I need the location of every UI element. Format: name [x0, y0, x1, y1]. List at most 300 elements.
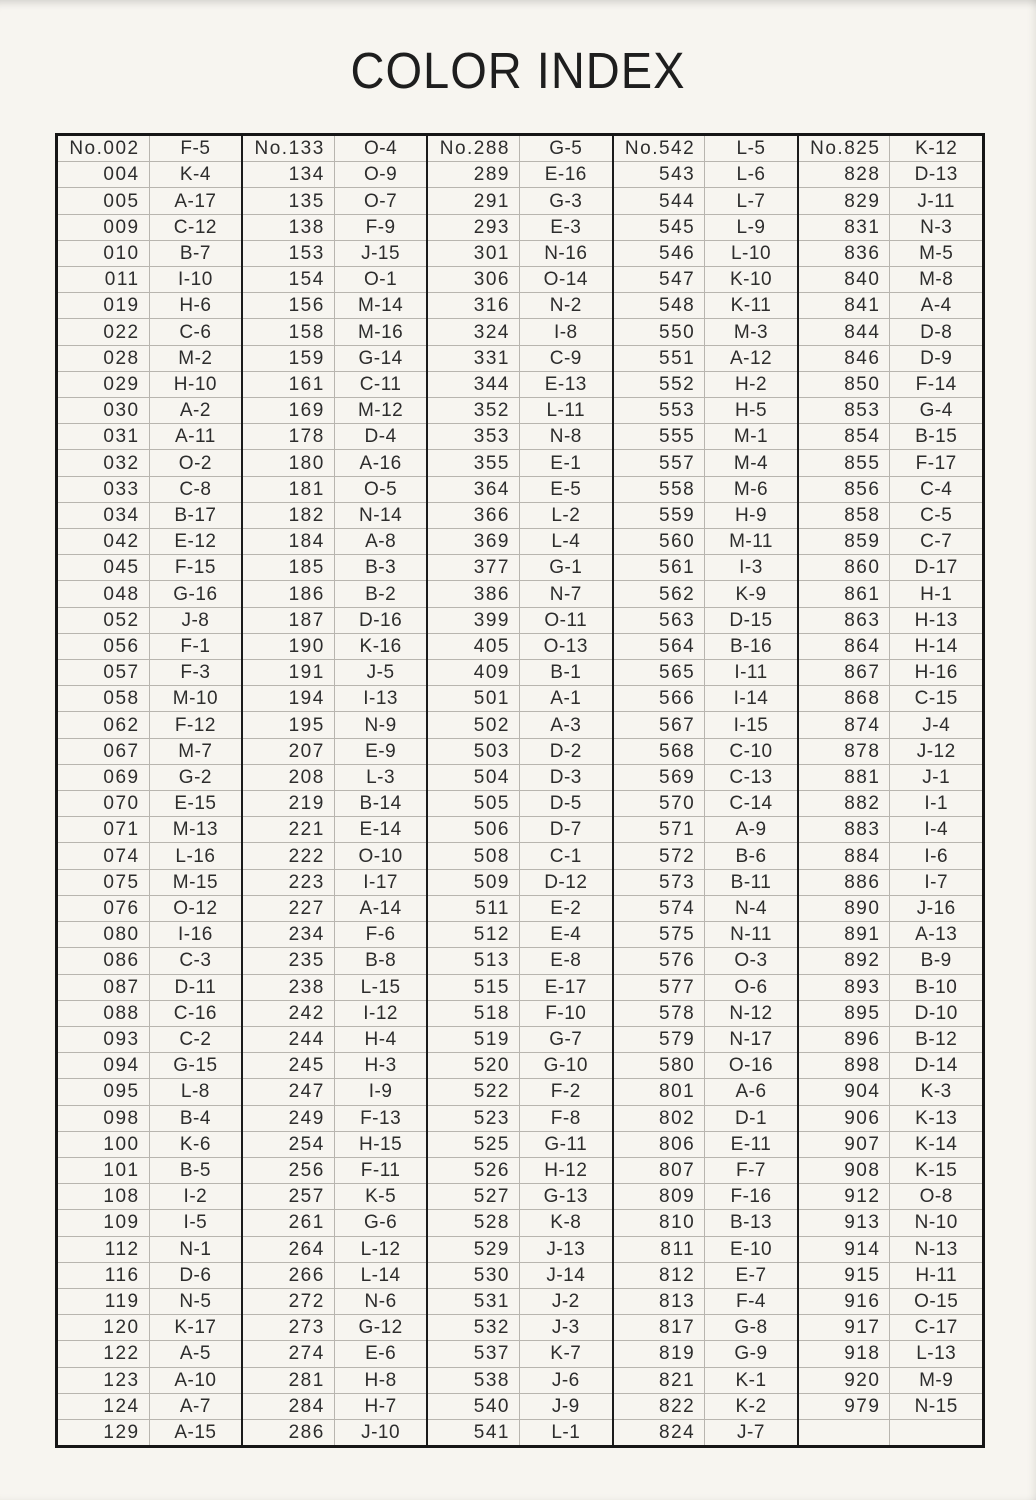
table-row	[243, 1315, 426, 1341]
table-row	[799, 896, 982, 922]
table-row	[428, 503, 611, 529]
color-index-table	[55, 133, 985, 1448]
cell-grid-code: F-1	[180, 635, 211, 657]
cell-number: 840	[799, 267, 891, 292]
cell-number: 070	[58, 791, 150, 816]
cell-grid-code: N-8	[549, 426, 582, 448]
cell-grid-code: G-11	[544, 1133, 588, 1155]
cell-grid-code: D-15	[729, 609, 773, 631]
cell-grid-code: F-10	[545, 1002, 587, 1024]
cell-number: 527	[428, 1184, 520, 1209]
cell-number: 854	[799, 424, 891, 449]
table-row	[799, 739, 982, 765]
cell-grid-code: I-14	[733, 688, 769, 710]
table-row	[799, 1132, 982, 1158]
table-row	[243, 1341, 426, 1367]
cell-grid-code: E-2	[550, 897, 582, 919]
table-row	[58, 1158, 241, 1184]
cell-grid-code: N-11	[730, 924, 772, 946]
cell-number: 543	[614, 162, 706, 187]
table-row	[614, 634, 797, 660]
cell-grid-code: H-8	[364, 1369, 397, 1391]
cell-grid-code: B-12	[915, 1029, 958, 1050]
table-row	[799, 319, 982, 345]
table-row	[428, 1368, 611, 1394]
cell-grid-code: G-1	[549, 557, 583, 579]
table-row	[614, 529, 797, 555]
cell-grid-code: F-2	[550, 1081, 581, 1103]
cell-grid-code: J-7	[737, 1422, 765, 1444]
cell-number: 208	[243, 765, 335, 790]
table-row	[428, 843, 611, 869]
cell-grid-code: E-9	[365, 740, 397, 762]
table-row	[58, 1132, 241, 1158]
cell-number: 120	[58, 1315, 150, 1340]
cell-grid-code: H-16	[914, 662, 958, 684]
cell-number: 191	[243, 660, 335, 685]
table-row	[243, 581, 426, 607]
table-row	[428, 293, 611, 319]
cell-number: 853	[799, 398, 891, 423]
cell-grid-code: K-12	[915, 138, 958, 160]
table-row	[243, 1027, 426, 1053]
cell-number: 242	[243, 1001, 335, 1026]
cell-number: 577	[614, 975, 706, 1000]
table-row	[614, 948, 797, 974]
cell-number: 158	[243, 319, 335, 344]
cell-grid-code: O-16	[728, 1055, 774, 1077]
table-row	[614, 870, 797, 896]
cell-grid-code: A-14	[359, 897, 402, 919]
table-row	[428, 634, 611, 660]
cell-grid-code: A-12	[729, 347, 773, 369]
table-row	[243, 1053, 426, 1079]
table-row	[614, 1315, 797, 1341]
cell-number: 570	[614, 791, 706, 816]
table-row	[614, 1341, 797, 1367]
cell-number: 558	[614, 477, 706, 502]
table-row	[428, 1106, 611, 1132]
cell-grid-code: K-3	[920, 1081, 952, 1103]
cell-grid-code: O-8	[919, 1186, 953, 1208]
cell-number: 129	[58, 1420, 150, 1445]
cell-grid-code: L-3	[366, 766, 396, 788]
cell-grid-code: I-11	[734, 662, 768, 684]
cell-grid-code: J-5	[366, 662, 395, 684]
table-row	[799, 372, 982, 398]
cell-number: 122	[58, 1341, 150, 1366]
table-row	[799, 791, 982, 817]
cell-grid-code: J-11	[917, 190, 955, 212]
cell-number: 184	[243, 529, 335, 554]
table-row	[799, 424, 982, 450]
cell-number: 917	[799, 1315, 891, 1340]
cell-number: 364	[428, 477, 520, 502]
cell-grid-code: D-2	[549, 740, 582, 762]
cell-number: 850	[799, 372, 891, 397]
table-row	[428, 791, 611, 817]
table-row	[614, 922, 797, 948]
cell-grid-code: F-15	[174, 557, 216, 579]
cell-grid-code: G-9	[734, 1343, 768, 1365]
cell-grid-code: C-1	[549, 845, 582, 867]
table-row	[243, 1001, 426, 1027]
table-row	[614, 1106, 797, 1132]
cell-number: 913	[799, 1210, 891, 1235]
table-row	[614, 293, 797, 319]
cell-number: No.825	[799, 136, 891, 161]
cell-grid-code: O-2	[178, 452, 212, 474]
cell-grid-code: M-15	[172, 871, 219, 893]
cell-grid-code: O-6	[734, 976, 768, 998]
cell-number: No.542	[614, 136, 706, 161]
cell-grid-code: M-16	[357, 321, 404, 343]
cell-number: 019	[58, 293, 150, 318]
cell-number: 573	[614, 870, 706, 895]
table-row	[614, 1158, 797, 1184]
table-row	[799, 1394, 982, 1420]
cell-number: 178	[243, 424, 335, 449]
cell-number: 504	[428, 765, 520, 790]
table-row	[58, 293, 241, 319]
cell-grid-code: O-13	[543, 635, 588, 657]
table-row	[58, 1394, 241, 1420]
cell-grid-code: A-6	[735, 1081, 767, 1103]
cell-grid-code: E-8	[550, 950, 582, 972]
cell-grid-code: N-5	[179, 1291, 212, 1313]
cell-number: 135	[243, 188, 335, 213]
column-group-3	[428, 136, 613, 1445]
table-row	[799, 1027, 982, 1053]
cell-number: 896	[799, 1027, 891, 1052]
cell-grid-code: K-7	[550, 1343, 582, 1365]
table-row	[799, 634, 982, 660]
table-row	[428, 188, 611, 214]
cell-grid-code: K-14	[915, 1133, 958, 1155]
cell-number: 123	[58, 1368, 150, 1393]
table-row	[243, 686, 426, 712]
table-row	[614, 555, 797, 581]
cell-number: 138	[243, 215, 335, 240]
cell-number: 548	[614, 293, 706, 318]
cell-number: 187	[243, 608, 335, 633]
cell-number: 369	[428, 529, 520, 554]
cell-grid-code: D-3	[549, 766, 582, 788]
cell-number: 235	[243, 948, 335, 973]
cell-grid-code: G-12	[358, 1317, 403, 1339]
cell-grid-code: H-6	[179, 295, 212, 317]
table-row	[799, 1106, 982, 1132]
cell-number: 525	[428, 1132, 520, 1157]
cell-grid-code: L-10	[730, 242, 772, 264]
cell-grid-code: L-14	[360, 1264, 401, 1286]
cell-grid-code: J-13	[546, 1238, 586, 1260]
cell-grid-code: G-4	[919, 400, 953, 422]
cell-grid-code: O-5	[364, 478, 398, 500]
cell-grid-code: N-16	[544, 242, 588, 264]
table-row	[243, 293, 426, 319]
cell-number: 528	[428, 1210, 520, 1235]
cell-grid-code: O-4	[364, 138, 398, 160]
cell-number: 824	[614, 1420, 706, 1445]
column-group-5	[799, 136, 982, 1445]
cell-number: 892	[799, 948, 891, 973]
cell-number: 301	[428, 241, 520, 266]
table-row	[799, 608, 982, 634]
table-row	[614, 712, 797, 738]
table-row	[428, 739, 611, 765]
cell-number: 908	[799, 1158, 891, 1183]
cell-grid-code: N-6	[364, 1291, 397, 1313]
table-row	[243, 975, 426, 1001]
table-row	[58, 712, 241, 738]
table-row	[428, 1027, 611, 1053]
cell-grid-code: B-3	[365, 557, 397, 579]
table-row	[428, 660, 611, 686]
table-row	[58, 1368, 241, 1394]
cell-grid-code: N-4	[734, 897, 768, 919]
cell-number: 564	[614, 634, 706, 659]
table-row	[58, 215, 241, 241]
cell-grid-code: G-10	[543, 1055, 588, 1077]
cell-number: No.133	[243, 136, 335, 161]
cell-grid-code: I-5	[183, 1212, 208, 1234]
cell-grid-code: K-15	[915, 1160, 958, 1182]
cell-grid-code: G-15	[173, 1055, 218, 1077]
cell-grid-code: E-16	[544, 164, 587, 186]
cell-grid-code: J-1	[922, 766, 951, 788]
table-row	[799, 1341, 982, 1367]
cell-number: 185	[243, 555, 335, 580]
cell-number: 813	[614, 1289, 706, 1314]
table-row	[243, 346, 426, 372]
cell-number: 553	[614, 398, 706, 423]
table-row	[58, 450, 241, 476]
table-row	[799, 1289, 982, 1315]
table-row	[614, 843, 797, 869]
cell-number: 109	[58, 1210, 150, 1235]
cell-grid-code: I-9	[368, 1081, 393, 1103]
cell-grid-code: K-5	[365, 1186, 397, 1208]
table-row	[428, 215, 611, 241]
table-row	[58, 870, 241, 896]
cell-number: 181	[243, 477, 335, 502]
table-row	[58, 241, 241, 267]
table-row	[614, 1184, 797, 1210]
table-row	[243, 1210, 426, 1236]
cell-grid-code: O-14	[543, 269, 588, 291]
cell-number: 195	[243, 712, 335, 737]
cell-grid-code: D-1	[734, 1107, 768, 1129]
cell-number: 822	[614, 1394, 706, 1419]
cell-grid-code: A-5	[179, 1343, 211, 1365]
cell-number: 244	[243, 1027, 335, 1052]
cell-number: 062	[58, 712, 150, 737]
table-row	[58, 634, 241, 660]
cell-number: 386	[428, 581, 520, 606]
cell-number: 405	[428, 634, 520, 659]
cell-grid-code: E-6	[365, 1343, 397, 1365]
table-row	[58, 896, 241, 922]
table-row	[243, 529, 426, 555]
cell-grid-code: A-13	[915, 924, 958, 946]
cell-grid-code: I-1	[924, 793, 949, 815]
cell-number: 557	[614, 450, 706, 475]
cell-number: 331	[428, 346, 520, 371]
table-row	[428, 372, 611, 398]
cell-number: 180	[243, 450, 335, 475]
table-row	[58, 791, 241, 817]
cell-grid-code: J-10	[361, 1422, 401, 1444]
table-row	[614, 975, 797, 1001]
cell-number: 563	[614, 608, 706, 633]
cell-grid-code: M-8	[919, 269, 954, 291]
cell-number: 821	[614, 1368, 706, 1393]
cell-number: 284	[243, 1394, 335, 1419]
table-row	[58, 739, 241, 765]
cell-number: 058	[58, 686, 150, 711]
table-row	[58, 975, 241, 1001]
cell-number: 544	[614, 188, 706, 213]
table-row	[614, 660, 797, 686]
table-row	[58, 477, 241, 503]
cell-grid-code: M-1	[733, 426, 769, 448]
table-row	[58, 1237, 241, 1263]
table-row	[428, 450, 611, 476]
cell-number: 095	[58, 1079, 150, 1104]
table-row	[799, 1263, 982, 1289]
cell-grid-code: E-11	[730, 1133, 772, 1155]
cell-grid-code: A-1	[550, 688, 582, 710]
cell-number: 856	[799, 477, 891, 502]
cell-grid-code: I-12	[363, 1002, 398, 1024]
cell-number: 864	[799, 634, 891, 659]
cell-grid-code: J-16	[916, 897, 956, 919]
cell-grid-code: H-15	[359, 1133, 403, 1155]
table-row	[614, 162, 797, 188]
table-row	[428, 922, 611, 948]
cell-number: 234	[243, 922, 335, 947]
table-row	[614, 1263, 797, 1289]
cell-grid-code: M-12	[357, 400, 404, 422]
cell-number: 546	[614, 241, 706, 266]
cell-number: 576	[614, 948, 706, 973]
cell-number: 344	[428, 372, 520, 397]
cell-number: 568	[614, 739, 706, 764]
table-row	[428, 1158, 611, 1184]
cell-grid-code: L-12	[360, 1238, 401, 1260]
table-row	[614, 1368, 797, 1394]
table-row	[58, 529, 241, 555]
cell-number: 069	[58, 765, 150, 790]
table-row	[243, 608, 426, 634]
cell-number: 045	[58, 555, 150, 580]
cell-number: 878	[799, 739, 891, 764]
cell-number: 186	[243, 581, 335, 606]
cell-grid-code: G-6	[364, 1212, 398, 1234]
table-row	[58, 581, 241, 607]
cell-grid-code: N-9	[364, 714, 397, 736]
cell-grid-code: I-2	[183, 1186, 208, 1208]
cell-grid-code: I-10	[178, 269, 213, 291]
table-row	[614, 215, 797, 241]
table-row	[58, 843, 241, 869]
cell-grid-code: N-13	[914, 1238, 958, 1260]
table-row	[428, 1079, 611, 1105]
cell-grid-code: D-4	[364, 426, 397, 448]
cell-grid-code: O-7	[364, 190, 398, 212]
table-row	[243, 188, 426, 214]
cell-number: 306	[428, 267, 520, 292]
table-row	[428, 529, 611, 555]
table-row	[428, 1315, 611, 1341]
table-row	[428, 817, 611, 843]
table-row	[58, 817, 241, 843]
cell-grid-code: N-15	[914, 1395, 958, 1417]
cell-grid-code: M-3	[733, 321, 769, 343]
cell-grid-code: F-13	[360, 1107, 402, 1129]
table-row	[243, 896, 426, 922]
cell-number: 575	[614, 922, 706, 947]
cell-grid-code: D-16	[359, 609, 403, 631]
cell-grid-code: D-17	[914, 557, 958, 579]
cell-number: 551	[614, 346, 706, 371]
cell-number: 802	[614, 1106, 706, 1131]
cell-number: 098	[58, 1106, 150, 1131]
table-row	[614, 581, 797, 607]
cell-number: 559	[614, 503, 706, 528]
cell-grid-code: F-7	[736, 1160, 766, 1182]
table-row	[614, 372, 797, 398]
cell-grid-code: O-3	[734, 950, 768, 972]
table-row	[614, 503, 797, 529]
cell-number: 377	[428, 555, 520, 580]
cell-grid-code: M-6	[733, 478, 769, 500]
cell-number: 366	[428, 503, 520, 528]
cell-number: 550	[614, 319, 706, 344]
cell-number: 511	[428, 896, 520, 921]
table-row	[243, 477, 426, 503]
table-row	[243, 1132, 426, 1158]
cell-number: 134	[243, 162, 335, 187]
cell-number: 904	[799, 1079, 891, 1104]
table-row	[799, 346, 982, 372]
cell-grid-code: D-10	[914, 1002, 958, 1024]
table-row	[614, 398, 797, 424]
cell-grid-code: E-12	[174, 531, 217, 553]
cell-grid-code: K-9	[735, 583, 767, 605]
cell-number: 502	[428, 712, 520, 737]
table-row	[58, 424, 241, 450]
cell-number: 154	[243, 267, 335, 292]
table-row	[799, 1315, 982, 1341]
table-row	[58, 503, 241, 529]
cell-grid-code: K-16	[359, 635, 402, 657]
cell-number: 501	[428, 686, 520, 711]
cell-number: 578	[614, 1001, 706, 1026]
cell-number: 811	[614, 1237, 706, 1262]
table-row	[614, 1027, 797, 1053]
cell-number: 112	[58, 1237, 150, 1262]
cell-grid-code: E-1	[550, 452, 582, 474]
cell-grid-code: C-11	[359, 373, 402, 395]
cell-number: 515	[428, 975, 520, 1000]
cell-grid-code: F-3	[180, 662, 211, 684]
cell-grid-code: M-4	[733, 452, 769, 474]
cell-grid-code: O-9	[364, 164, 398, 186]
cell-number: 817	[614, 1315, 706, 1340]
cell-grid-code: C-3	[179, 950, 212, 972]
